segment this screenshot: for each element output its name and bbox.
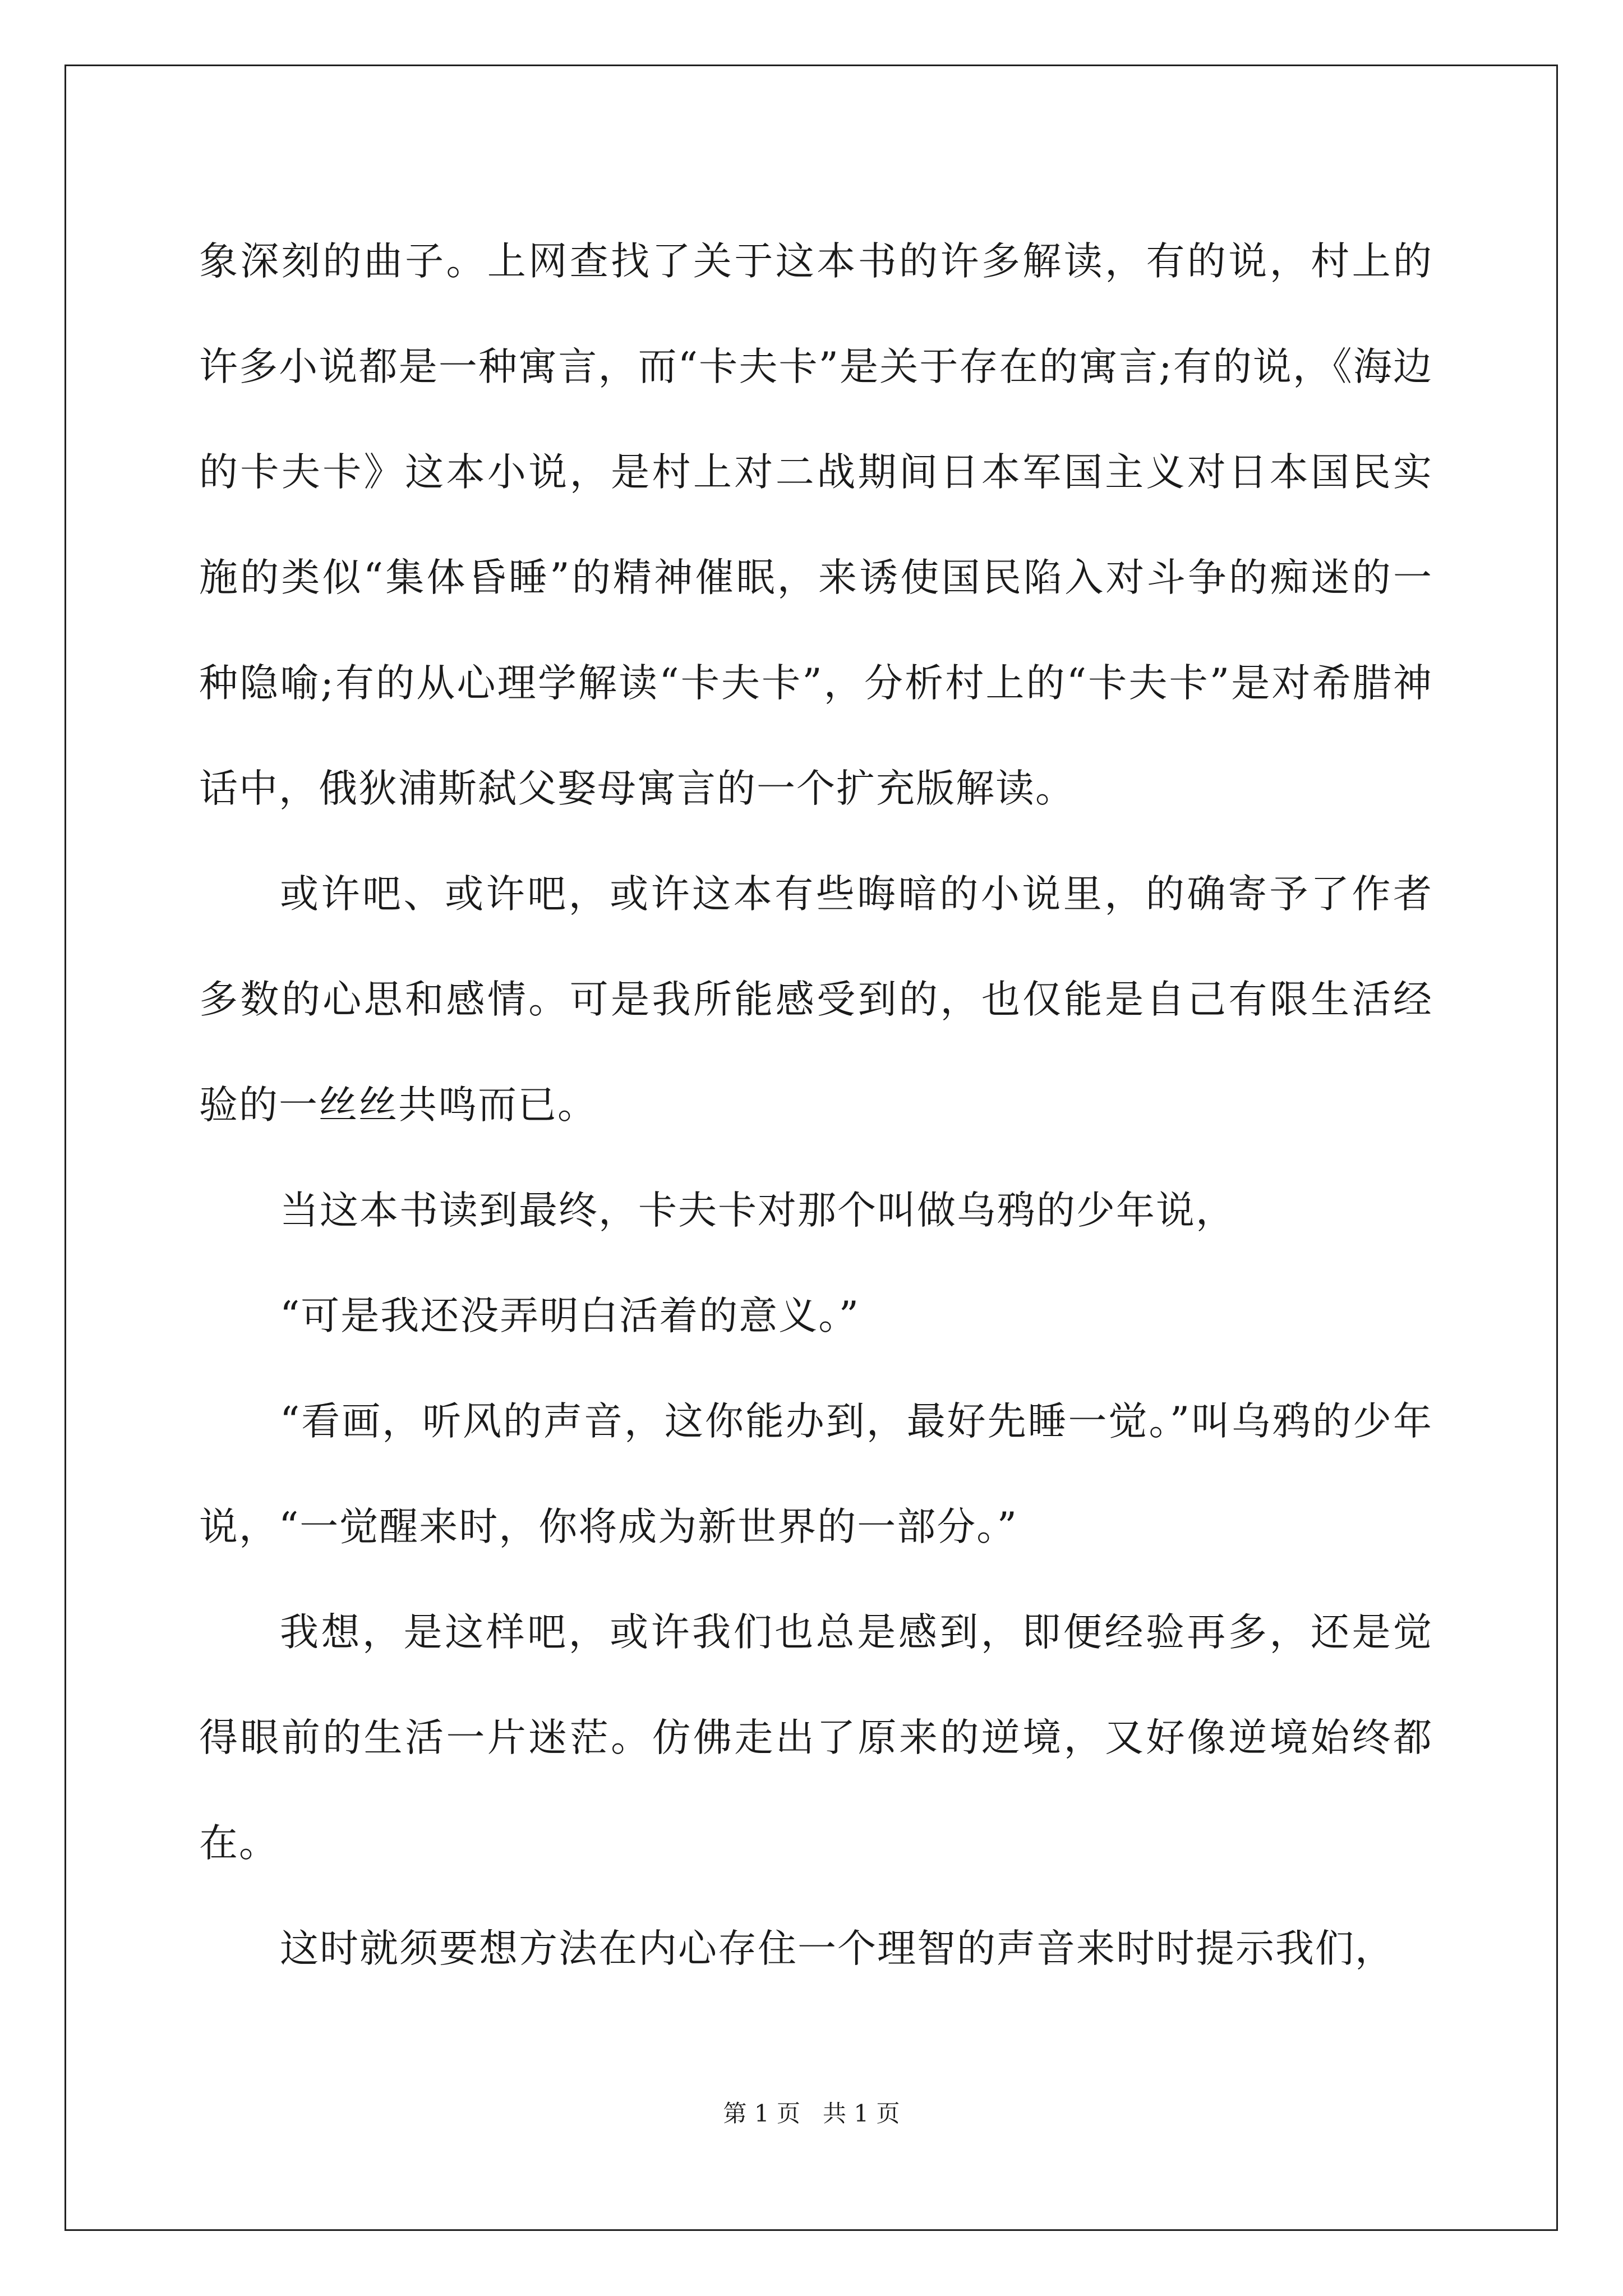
paragraph-4: “可是我还没弄明白活着的意义。” [280,1294,860,1338]
paragraph-5: “看画，听风的声音，这你能办到，最好先睡一觉。”叫乌鸦的少年说，“一觉醒来时，你将成为新世界的一部分。” [199,1399,1433,1549]
paragraph-6: 我想，是这样吧，或许我们也总是感到，即便经验再多，还是觉得眼前的生活一片迷茫。仿佛走出了原来的逆境，又好像逆境始终都在。 [199,1610,1433,1866]
paragraph-3: 当这本书读到最终，卡夫卡对那个叫做乌鸦的少年说， [280,1188,1235,1233]
document-body [199,209,1433,2001]
paragraph-1: 象深刻的曲子。上网查找了关于这本书的许多解读，有的说，村上的许多小说都是一种寓言，而“卡夫卡”是关于存在的寓言;有的说，《海边的卡夫卡》这本小说，是村上对二战期间日本军国主义对日本国民实施的类似“集体昏睡”的精神催眠，来诱使国民陷入对斗争的痴迷的一种隐喻;有的从心理学解读“卡夫卡”，分析村上的“卡夫卡”是对希腊神话中，俄狄浦斯弑父娶母寓言的一个扩充版解读。 [199,239,1433,811]
paragraph-2: 或许吧、或许吧，或许这本有些晦暗的小说里，的确寄予了作者多数的心思和感情。可是我所能感受到的，也仅能是自己有限生活经验的一丝丝共鸣而已。 [199,872,1433,1128]
page-number-footer: 第 1 页 共 1 页 [723,2100,900,2127]
paragraph-7: 这时就须要想方法在内心存住一个理智的声音来时时提示我们， [280,1926,1395,1971]
